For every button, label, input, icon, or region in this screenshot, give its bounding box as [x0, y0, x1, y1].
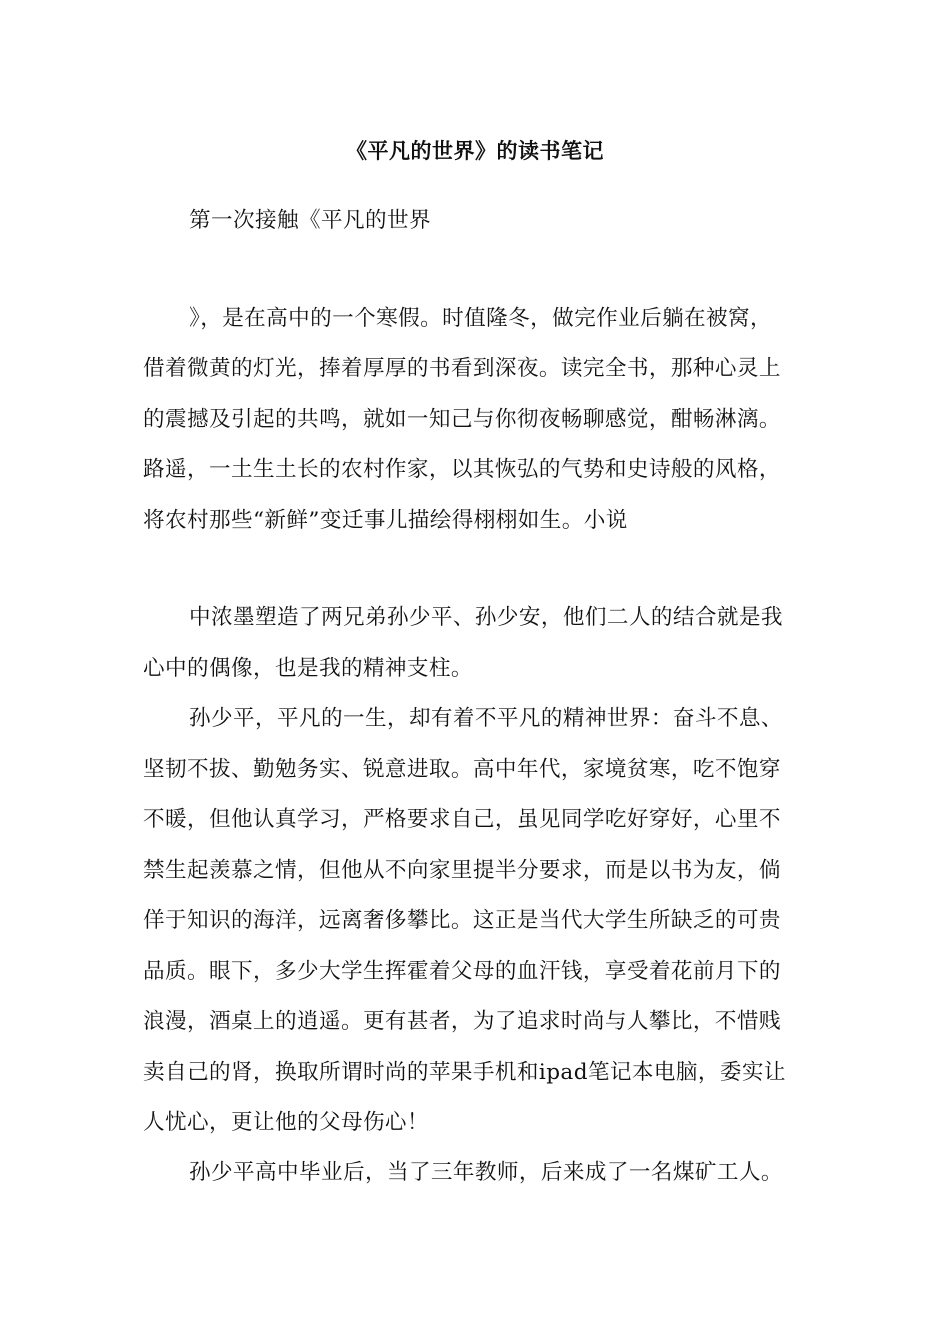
paragraph-line: 孙少平高中毕业后，当了三年教师，后来成了一名煤矿工人。: [189, 1160, 783, 1185]
paragraph-line: 禁生起羡慕之情，但他从不向家里提半分要求，而是以书为友，倘: [143, 858, 781, 883]
paragraph-line: 第一次接触《平凡的世界: [189, 208, 431, 233]
paragraph-line: 浪漫，酒桌上的逍遥。更有甚者，为了追求时尚与人攀比，不惜贱: [143, 1009, 781, 1034]
paragraph-line: 心中的偶像，也是我的精神支柱。: [143, 656, 473, 681]
paragraph-line: 孙少平，平凡的一生，却有着不平凡的精神世界：奋斗不息、: [189, 706, 783, 731]
paragraph-line: 借着微黄的灯光，捧着厚厚的书看到深夜。读完全书，那种心灵上: [143, 356, 781, 381]
paragraph-line: 坚韧不拔、勤勉务实、锐意进取。高中年代，家境贫寒，吃不饱穿: [143, 757, 781, 782]
paragraph-line: 佯于知识的海洋，远离奢侈攀比。这正是当代大学生所缺乏的可贵: [143, 908, 781, 933]
document-title: 《平凡的世界》的读书笔记: [346, 138, 604, 163]
paragraph-line: 将农村那些“新鲜”变迁事儿描绘得栩栩如生。小说: [143, 508, 628, 533]
paragraph-line: 人忧心，更让他的父母伤心！: [143, 1110, 429, 1135]
paragraph-line: 卖自己的肾，换取所谓时尚的苹果手机和ipad笔记本电脑，委实让: [143, 1060, 786, 1085]
paragraph-line: 》，是在高中的一个寒假。时值隆冬，做完作业后躺在被窝，: [189, 306, 773, 331]
paragraph-line: 中浓墨塑造了两兄弟孙少平、孙少安，他们二人的结合就是我: [189, 605, 783, 630]
paragraph-line: 不暖，但他认真学习，严格要求自己，虽见同学吃好穿好，心里不: [143, 807, 781, 832]
paragraph-line: 品质。眼下，多少大学生挥霍着父母的血汗钱，享受着花前月下的: [143, 959, 781, 984]
paragraph-line: 的震撼及引起的共鸣，就如一知己与你彻夜畅聊感觉，酣畅淋漓。: [143, 407, 781, 432]
paragraph-line: 路遥，一土生土长的农村作家，以其恢弘的气势和史诗般的风格，: [143, 457, 781, 482]
